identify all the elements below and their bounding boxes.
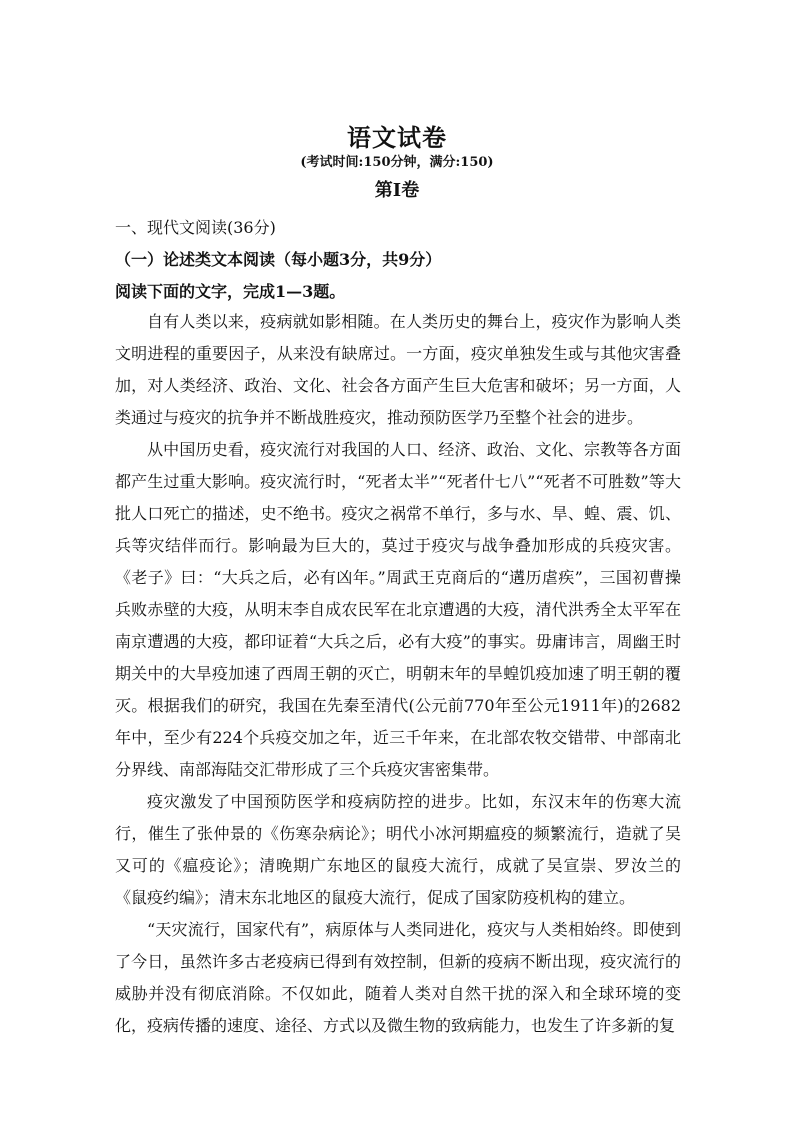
reading-instruction: 阅读下面的文字，完成1—3题。	[115, 282, 346, 301]
section-heading: 一、现代文阅读(36分)	[115, 218, 276, 237]
passage-paragraph: 自有人类以来，疫病就如影相随。在人类历史的舞台上，疫灾作为影响人类文明进程的重要因子，从来没有缺席过。一方面，疫灾单独发生或与其他灾害叠加，对人类经济、政治、文化、社会各方面产生巨大危害和破坏；另一方面，人类通过与疫灾的抗争并不断战胜疫灾，推动预防医学乃至整个社会的进步。	[115, 312, 681, 427]
reading-passage	[115, 306, 681, 1042]
passage-paragraph: 疫灾激发了中国预防医学和疫病防控的进步。比如，东汉末年的伤寒大流行，催生了张仲景的《伤寒杂病论》；明代小冰河期瘟疫的频繁流行，造就了吴又可的《瘟疫论》；清晚期广东地区的鼠疫大流行，成就了吴宣崇、罗汝兰的《鼠疫约编》；清末东北地区的鼠疫大流行，促成了国家防疫机构的建立。	[115, 792, 681, 907]
passage-paragraph: 从中国历史看，疫灾流行对我国的人口、经济、政治、文化、宗教等各方面都产生过重大影响。疫灾流行时，“死者太半”“死者什七八”“死者不可胜数”等大批人口死亡的描述，史不绝书。疫灾之祸常不单行，多与水、旱、蝗、震、饥、兵等灾结伴而行。影响最为巨大的，莫过于疫灾与战争叠加形成的兵疫灾害。《老子》曰：“大兵之后，必有凶年。”周武王克商后的“遘历虐疾”，三国初曹操兵败赤壁的大疫，从明末李自成农民军在北京遭遇的大疫，清代洪秀全太平军在南京遭遇的大疫，都印证着“大兵之后，必有大疫”的事实。毋庸讳言，周幽王时期关中的大旱疫加速了西周王朝的灭亡，明朝末年的旱蝗饥疫加速了明王朝的覆灭。根据我们的研究，我国在先秦至清代(公元前770年至公元1911年)的2682年中，至少有224个兵疫交加之年，近三千年来，在北部农牧交错带、中部南北分界线、南部海陆交汇带形成了三个兵疫灾害密集带。	[115, 440, 681, 779]
volume-heading: 第Ⅰ卷	[374, 180, 420, 201]
page-title: 语文试卷	[347, 123, 447, 152]
subsection-heading: （一）论述类文本阅读（每小题3分，共9分）	[115, 250, 442, 269]
passage-paragraph: “天灾流行，国家代有”，病原体与人类同进化，疫灾与人类相始终。即使到了今日，虽然许多古老疫病已得到有效控制，但新的疫病不断出现，疫灾流行的威胁并没有彻底消除。不仅如此，随着人类对自然干扰的深入和全球环境的变化，疫病传播的速度、途径、方式以及微生物的致病能力，也发生了许多新的复	[115, 920, 681, 1035]
exam-info: (考试时间:150分钟，满分:150)	[300, 155, 494, 170]
